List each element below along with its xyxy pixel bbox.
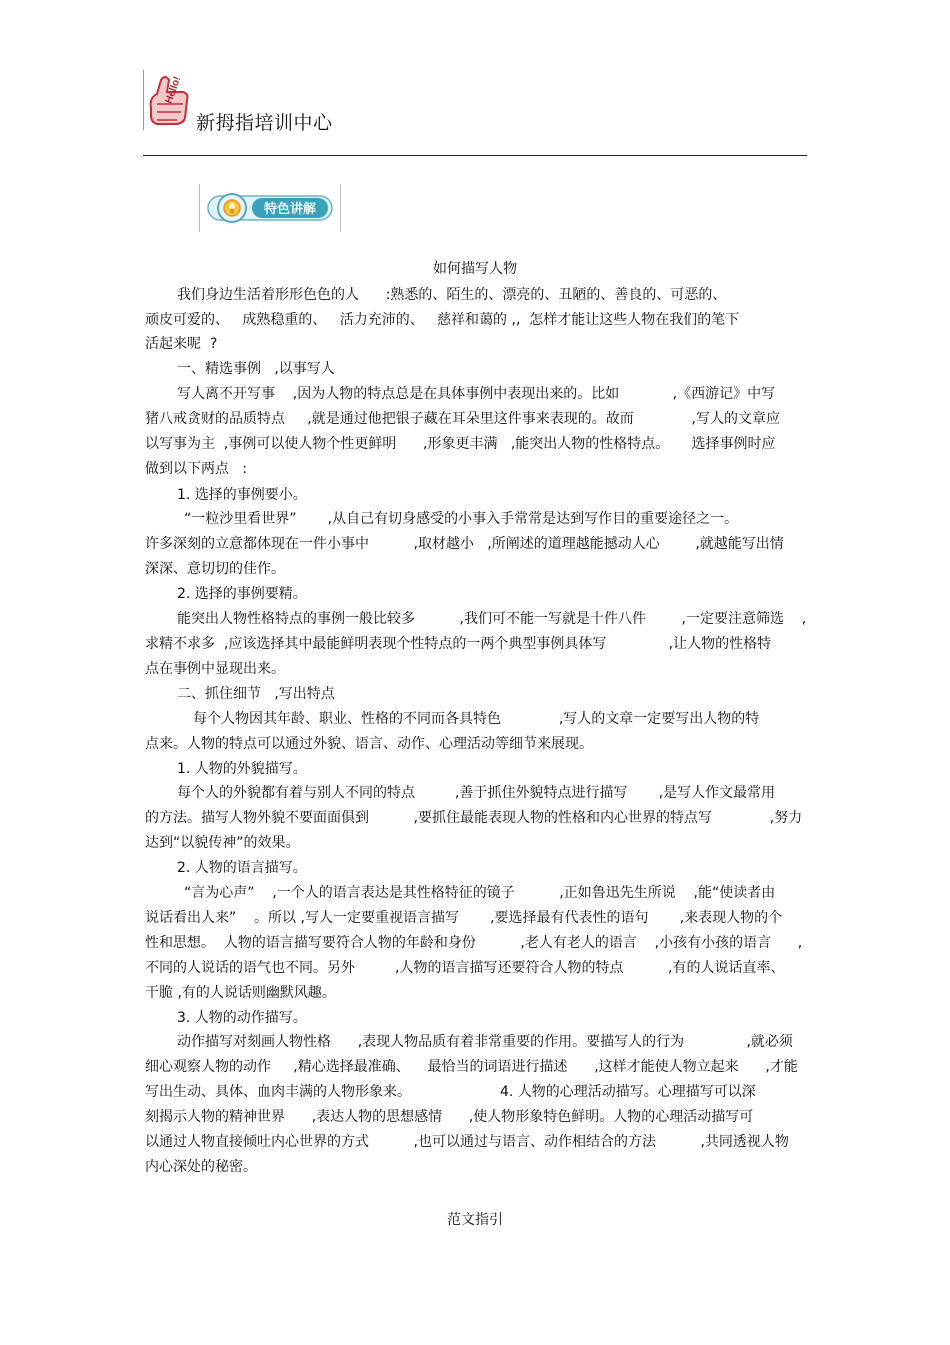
hello-thumb-logo xyxy=(143,70,193,130)
body-line: 动作描写对刻画人物性格 ,表现人物品质有着非常重要的作用。要描写人的行为 ,就必须 xyxy=(177,1034,793,1050)
body-line: 深深、意切切的佳作。 xyxy=(145,561,285,577)
body-line: 写人离不开写事 ,因为人物的特点总是在具体事例中表现出来的。比如 ,《西游记》中写 xyxy=(177,386,776,402)
body-line: 写出生动、具体、血肉丰满的人物形象来。 4. 人物的心理活动描写。心理描写可以深 xyxy=(145,1084,756,1100)
body-line: 能突出人物性格特点的事例一般比较多 ,我们可不能一写就是十件八件 ,一定要注意筛选 , xyxy=(177,611,807,627)
subheading: 1. 人物的外貌描写。 xyxy=(177,761,307,777)
body-line: 刻揭示人物的精神世界 ,表达人物的思想感情 ,使人物形象特色鲜明。人物的心理活动描写可 xyxy=(145,1109,754,1125)
body-line: 以写事为主 ,事例可以使人物个性更鲜明 ,形象更丰满 ,能突出人物的性格特点。 选择事例时应 xyxy=(145,436,776,452)
subheading: 2. 选择的事例要精。 xyxy=(177,586,307,602)
body-line: 每个人物因其年龄、职业、性格的不同而各具特色 ,写人的文章一定要写出人物的特 xyxy=(193,711,760,727)
body-line: 点来。人物的特点可以通过外貌、语言、动作、心理活动等细节来展现。 xyxy=(145,736,593,752)
feature-badge xyxy=(199,184,341,232)
subheading: 1. 选择的事例要小。 xyxy=(177,487,307,503)
body-line: 干脆 ,有的人说话则幽默风趣。 xyxy=(145,985,336,1001)
body-line: 顽皮可爱的、 成熟稳重的、 活力充沛的、 慈祥和蔼的 ,, 怎样才能让这些人物在我们的笔下 xyxy=(145,312,740,328)
body-line: 不同的人说话的语气也不同。另外 ,人物的语言描写还要符合人物的特点 ,有的人说话直率、 xyxy=(145,960,785,976)
body-line: “言为心声” ,一个人的语言表达是其性格特征的镜子 ,正如鲁迅先生所说 ,能“使读者由 xyxy=(184,885,776,901)
body-line: 的方法。描写人物外貌不要面面俱到 ,要抓住最能表现人物的性格和内心世界的特点写 ,努力 xyxy=(145,810,803,826)
section-heading: 一、精选事例 ,以事写人 xyxy=(177,361,335,377)
body-line: 达到“以貌传神”的效果。 xyxy=(145,835,300,851)
body-line: “一粒沙里看世界” ,从自己有切身感受的小事入手常常是达到写作目的重要途径之一。 xyxy=(184,511,739,527)
body-line: 说话看出人来” 。所以 ,写人一定要重视语言描写 ,要选择最有代表性的语句 ,来表现人物的个 xyxy=(145,910,783,926)
subheading: 3. 人物的动作描写。 xyxy=(177,1010,307,1026)
document-title: 如何描写人物 xyxy=(433,261,517,277)
header-org-name: 新拇指培训中心 xyxy=(196,112,333,134)
body-line: 猪八戒贪财的品质特点 ,就是通过他把银子藏在耳朵里这件事来表现的。故而 ,写人的文章应 xyxy=(145,411,781,427)
body-line: 性和思想。 人物的语言描写要符合人物的年龄和身份 ,老人有老人的语言 ,小孩有小孩的语言 , xyxy=(145,935,803,951)
section-footer-heading: 范文指引 xyxy=(447,1212,503,1228)
header-divider xyxy=(143,155,807,156)
body-line: 求精不求多 ,应该选择其中最能鲜明表现个性特点的一两个典型事例具体写 ,让人物的性格特 xyxy=(145,636,772,652)
body-line: 我们身边生活着形形色色的人 :熟悉的、陌生的、漂亮的、丑陋的、善良的、可恶的、 xyxy=(177,287,727,303)
body-line: 活起来呢 ? xyxy=(145,336,218,352)
body-line: 内心深处的秘密。 xyxy=(145,1159,257,1175)
section-heading: 二、抓住细节 ,写出特点 xyxy=(177,686,335,702)
badge-label: 特色讲解 xyxy=(263,202,317,217)
subheading: 2. 人物的语言描写。 xyxy=(177,860,307,876)
body-line: 以通过人物直接倾吐内心世界的方式 ,也可以通过与语言、动作相结合的方法 ,共同透视人物 xyxy=(145,1134,789,1150)
body-line: 点在事例中显现出来。 xyxy=(145,661,285,677)
body-line: 做到以下两点 : xyxy=(145,461,248,477)
logo-text: Hello! xyxy=(163,75,184,106)
body-line: 细心观察人物的动作 ,精心选择最准确、 最恰当的词语进行描述 ,这样才能使人物立起来 ,才能 xyxy=(145,1059,798,1075)
body-line: 每个人的外貌都有着与别人不同的特点 ,善于抓住外貌特点进行描写 ,是写人作文最常用 xyxy=(177,785,776,801)
body-line: 许多深刻的立意都体现在一件小事中 ,取材越小 ,所阐述的道理越能撼动人心 ,就越能写出情 xyxy=(145,536,784,552)
